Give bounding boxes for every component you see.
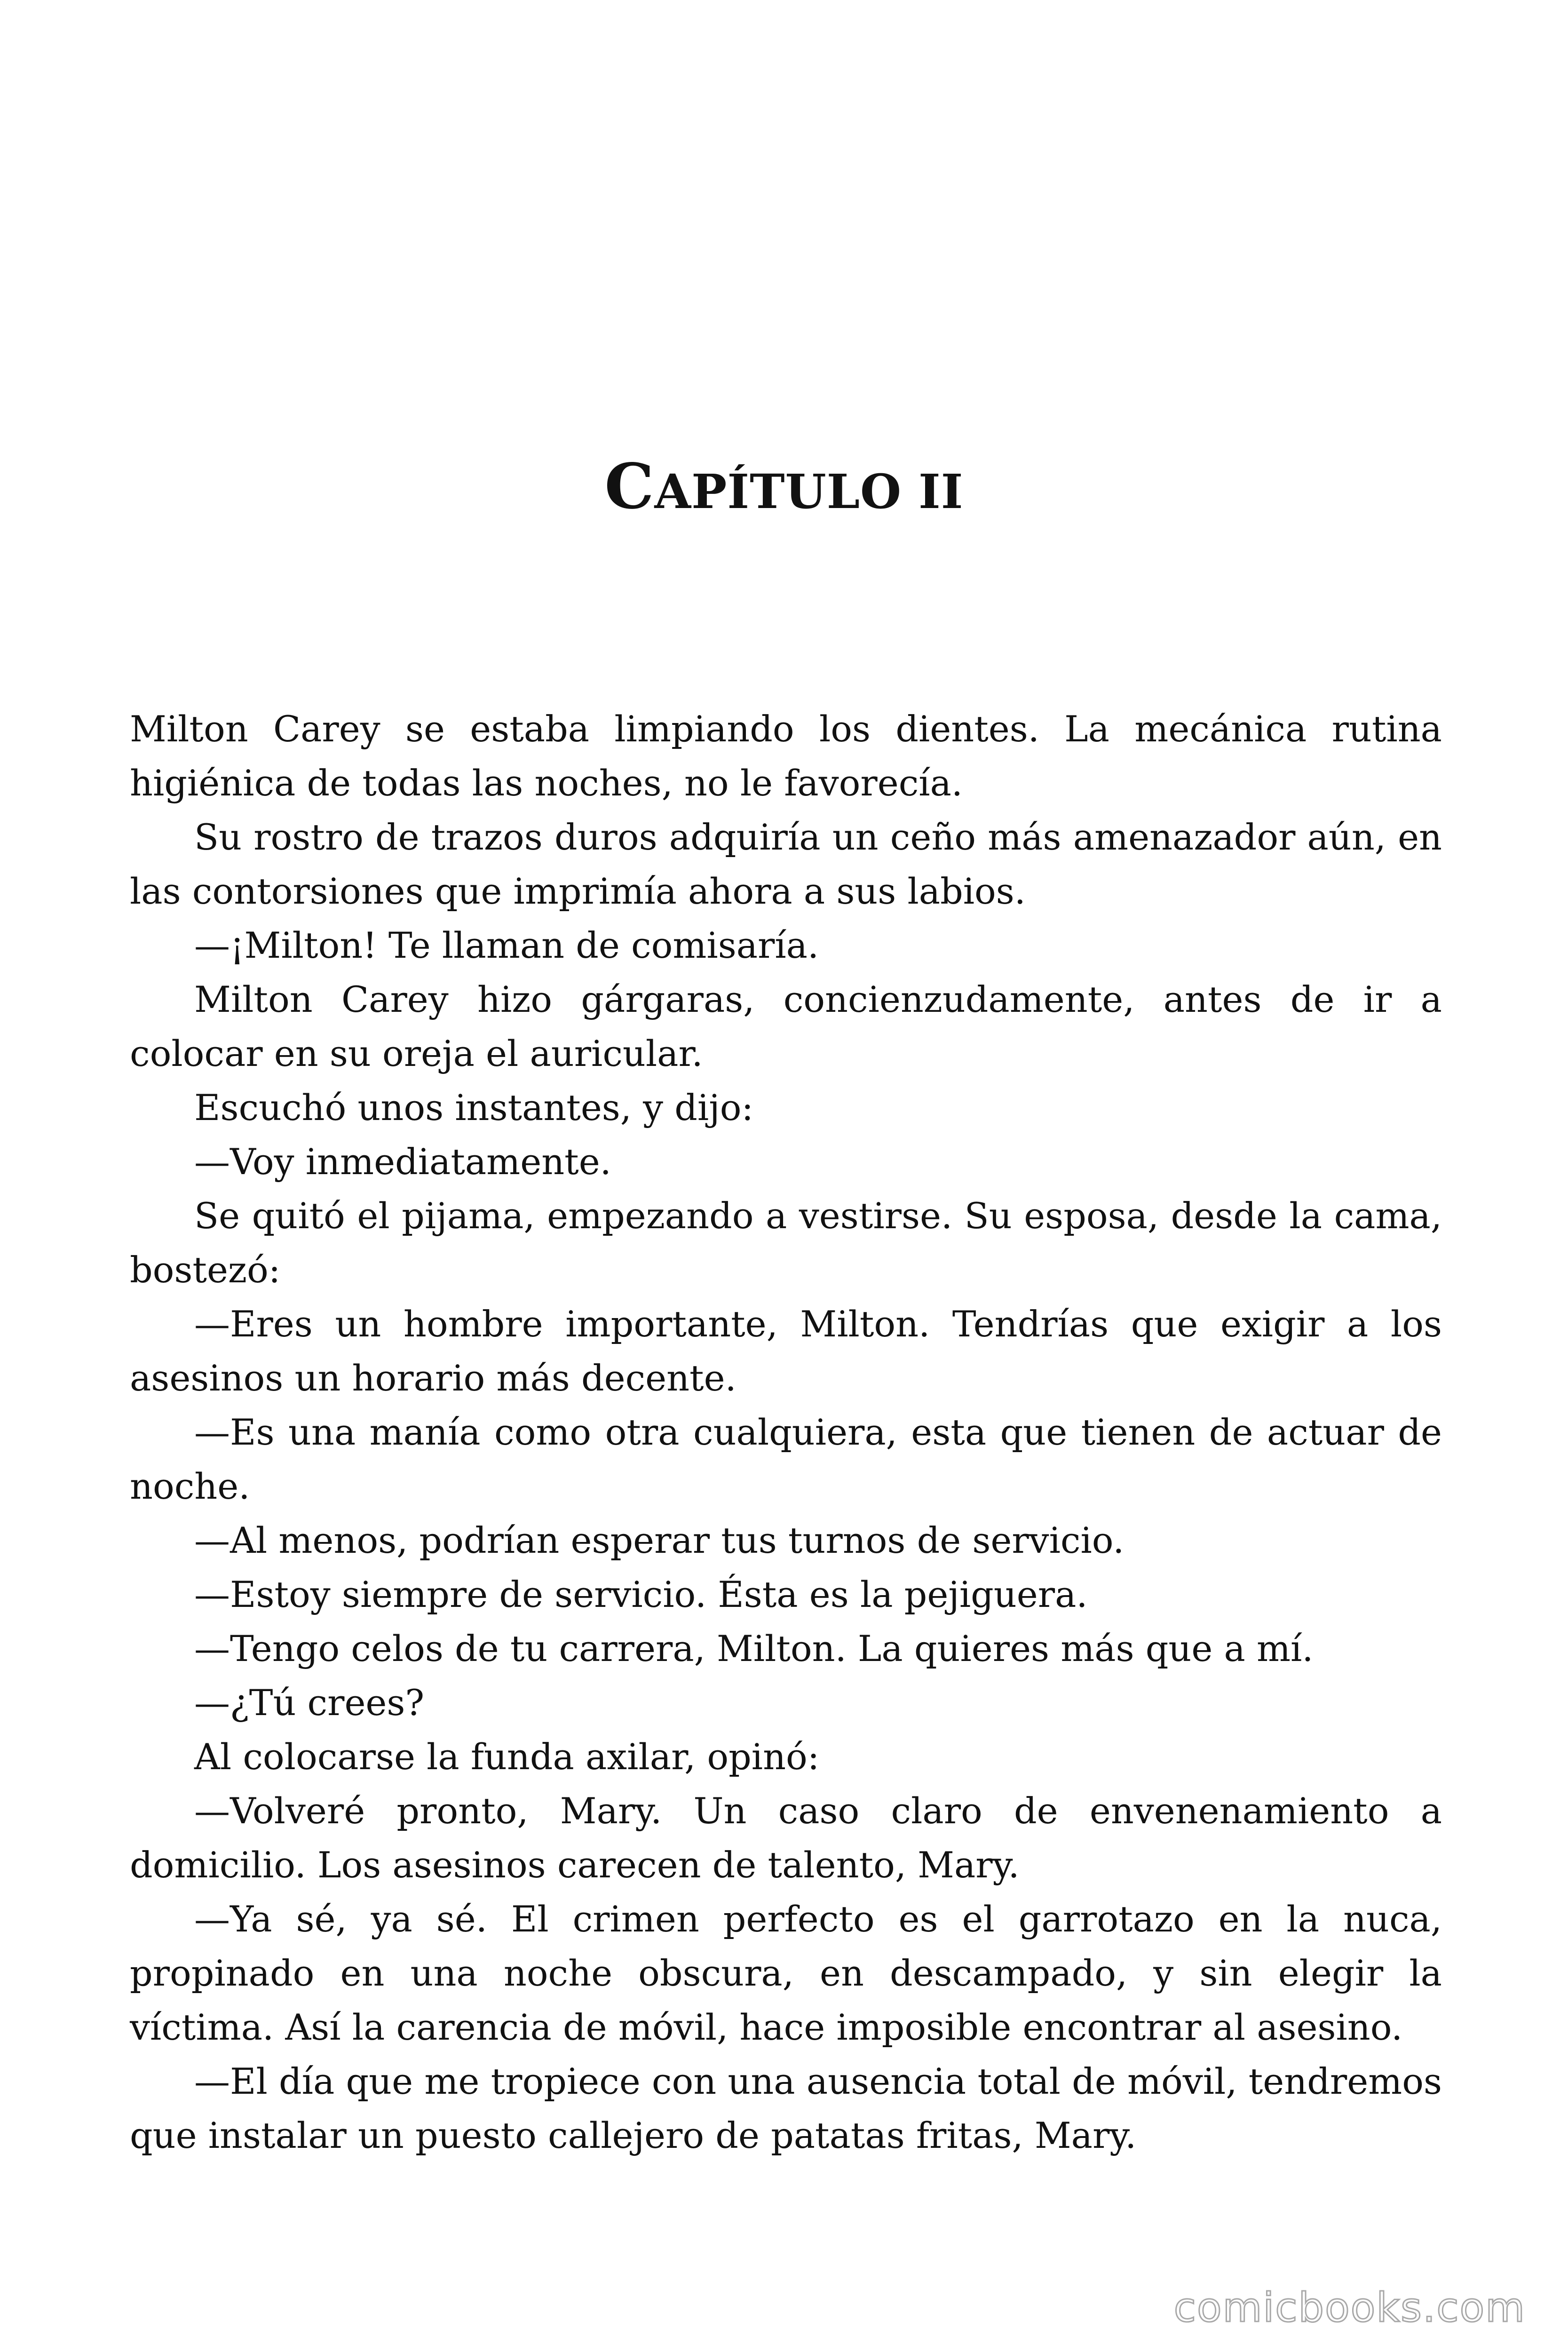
chapter-title <box>0 452 1568 527</box>
paragraph: —Es una manía como otra cualquiera, esta que tienen de actuar de noche. <box>130 1411 1442 1507</box>
chapter-title-rest: APÍTULO II <box>654 464 964 519</box>
paragraph: —Estoy siempre de servicio. Ésta es la pejiguera. <box>194 1573 1088 1615</box>
paragraph: Al colocarse la funda axilar, opinó: <box>194 1736 820 1778</box>
paragraph: Su rostro de trazos duros adquiría un ceño más amenazador aún, en las contorsiones que imprimía ahora a sus labios. <box>130 816 1442 912</box>
paragraph: Escuchó unos instantes, y dijo: <box>194 1087 754 1128</box>
watermark: comicbooks.com <box>1173 2284 1526 2331</box>
chapter-body <box>130 702 1442 2162</box>
paragraph: —¡Milton! Te llaman de comisaría. <box>194 924 819 966</box>
paragraph: —Voy inmediatamente. <box>194 1141 611 1183</box>
paragraph: —Eres un hombre importante, Milton. Tendrías que exigir a los asesinos un horario más decente. <box>130 1303 1442 1399</box>
paragraph: —Ya sé, ya sé. El crimen perfecto es el garrotazo en la nuca, propinado en una noche obscura, en descampado, y sin elegir la víctima. Así la carencia de móvil, hace imposible encontrar al asesino. <box>130 1898 1442 2048</box>
paragraph: —El día que me tropiece con una ausencia total de móvil, tendremos que instalar un puesto callejero de patatas fritas, Mary. <box>130 2060 1442 2156</box>
paragraph: —Tengo celos de tu carrera, Milton. La quieres más que a mí. <box>194 1628 1314 1669</box>
paragraph: Se quitó el pijama, empezando a vestirse. Su esposa, desde la cama, bostezó: <box>130 1195 1442 1291</box>
paragraph: Milton Carey se estaba limpiando los dientes. La mecánica rutina higiénica de todas las noches, no le favorecía. <box>130 708 1442 804</box>
paragraph: —Al menos, podrían esperar tus turnos de servicio. <box>194 1519 1125 1561</box>
paragraph: —¿Tú crees? <box>194 1682 425 1724</box>
paragraph: Milton Carey hizo gárgaras, concienzudamente, antes de ir a colocar en su oreja el auricular. <box>130 978 1442 1074</box>
paragraph: —Volveré pronto, Mary. Un caso claro de envenenamiento a domicilio. Los asesinos carecen de talento, Mary. <box>130 1790 1442 1886</box>
chapter-title-initial: C <box>604 450 655 523</box>
